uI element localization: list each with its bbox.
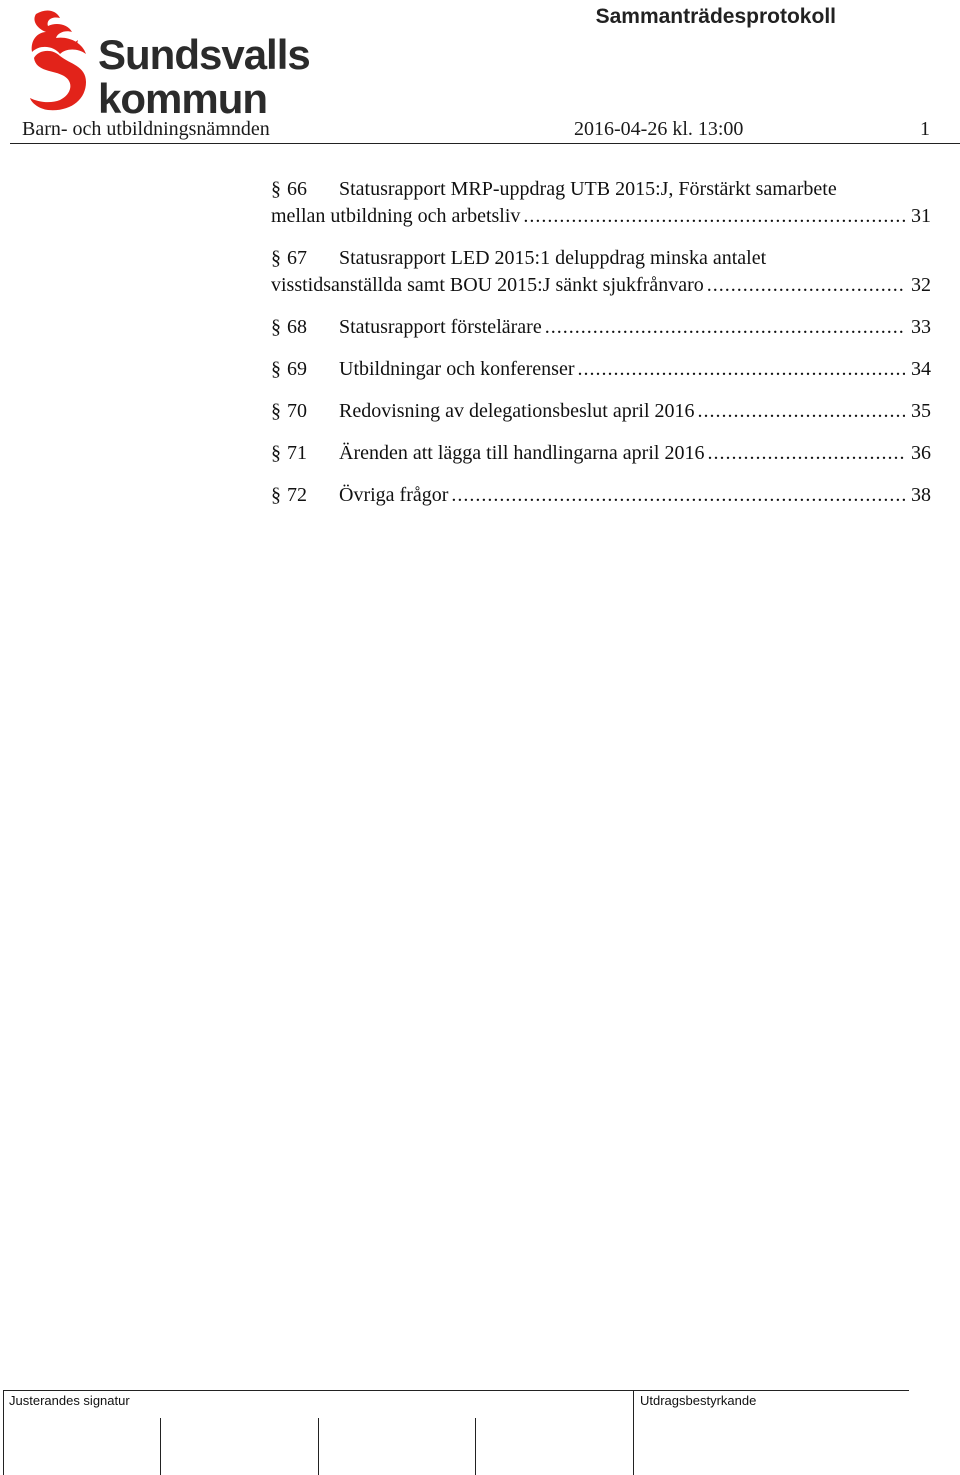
section-title-continuation: visstidsanställda samt BOU 2015:J sänkt sjukfrånvaro — [271, 274, 704, 296]
header-divider — [10, 143, 960, 144]
logo — [26, 6, 316, 122]
section-symbol: § — [271, 400, 281, 422]
dot-leader — [698, 398, 906, 425]
extract-certification-label: Utdragsbestyrkande — [640, 1393, 757, 1408]
document-type-title: Sammanträdesprotokoll — [595, 5, 836, 28]
signature-cell-divider — [318, 1418, 319, 1475]
dot-leader — [451, 482, 905, 509]
toc-entry-line — [271, 398, 931, 425]
dragon-emblem-icon — [26, 6, 92, 116]
toc-entry-line — [271, 176, 931, 203]
dot-leader — [545, 314, 905, 341]
section-number: 72 — [287, 484, 307, 506]
section-page-number: 35 — [911, 400, 931, 422]
toc-entry[interactable] — [271, 356, 931, 383]
footer-divider — [3, 1390, 4, 1475]
toc-entry[interactable] — [271, 482, 931, 509]
section-title: Övriga frågor — [339, 484, 449, 506]
toc-entry-line — [271, 482, 931, 509]
section-number: 69 — [287, 358, 307, 380]
footer-signature-box — [3, 1390, 909, 1475]
toc-entry[interactable] — [271, 398, 931, 425]
section-page-number: 36 — [911, 442, 931, 464]
toc-entry-line — [271, 272, 931, 299]
page-number: 1 — [920, 118, 930, 140]
signature-cell-divider — [160, 1418, 161, 1475]
section-number: 71 — [287, 442, 307, 464]
toc-entry[interactable] — [271, 176, 931, 230]
meeting-datetime: 2016-04-26 kl. 13:00 — [574, 118, 744, 140]
toc-entry[interactable] — [271, 245, 931, 299]
dot-leader — [707, 272, 905, 299]
section-title: Statusrapport förstelärare — [339, 316, 542, 338]
section-title: Statusrapport MRP-uppdrag UTB 2015:J, Förstärkt samarbete — [339, 178, 837, 200]
toc-entry-line — [271, 203, 931, 230]
section-page-number: 33 — [911, 316, 931, 338]
signature-cell-divider — [475, 1418, 476, 1475]
table-of-contents — [271, 176, 931, 524]
section-title: Utbildningar och konferenser — [339, 358, 575, 380]
brand-name-line2: kommun — [98, 75, 268, 122]
section-number: 67 — [287, 247, 307, 269]
section-page-number: 31 — [911, 205, 931, 227]
section-title: Redovisning av delegationsbeslut april 2016 — [339, 400, 695, 422]
section-number: 68 — [287, 316, 307, 338]
section-symbol: § — [271, 442, 281, 464]
brand-name-line1: Sundsvalls — [98, 31, 310, 78]
section-page-number: 38 — [911, 484, 931, 506]
section-title: Ärenden att lägga till handlingarna april 2016 — [339, 442, 705, 464]
section-page-number: 34 — [911, 358, 931, 380]
dot-leader — [577, 356, 905, 383]
dot-leader — [523, 203, 905, 230]
section-symbol: § — [271, 484, 281, 506]
section-title: Statusrapport LED 2015:1 deluppdrag minska antalet — [339, 247, 767, 269]
toc-entry-line — [271, 440, 931, 467]
toc-entry-line — [271, 314, 931, 341]
section-symbol: § — [271, 247, 281, 269]
toc-entry[interactable] — [271, 314, 931, 341]
section-page-number: 32 — [911, 274, 931, 296]
organization-name: Barn- och utbildningsnämnden — [22, 118, 270, 140]
section-symbol: § — [271, 178, 281, 200]
toc-entry[interactable] — [271, 440, 931, 467]
section-title-continuation: mellan utbildning och arbetsliv — [271, 205, 521, 227]
signature-label: Justerandes signatur — [9, 1393, 130, 1408]
section-symbol: § — [271, 316, 281, 338]
dot-leader — [707, 440, 905, 467]
section-number: 70 — [287, 400, 307, 422]
footer-divider — [633, 1390, 634, 1475]
section-number: 66 — [287, 178, 307, 200]
section-symbol: § — [271, 358, 281, 380]
footer-top-rule — [3, 1390, 909, 1391]
toc-entry-line — [271, 356, 931, 383]
brand-name — [98, 31, 310, 122]
toc-entry-line — [271, 245, 931, 272]
